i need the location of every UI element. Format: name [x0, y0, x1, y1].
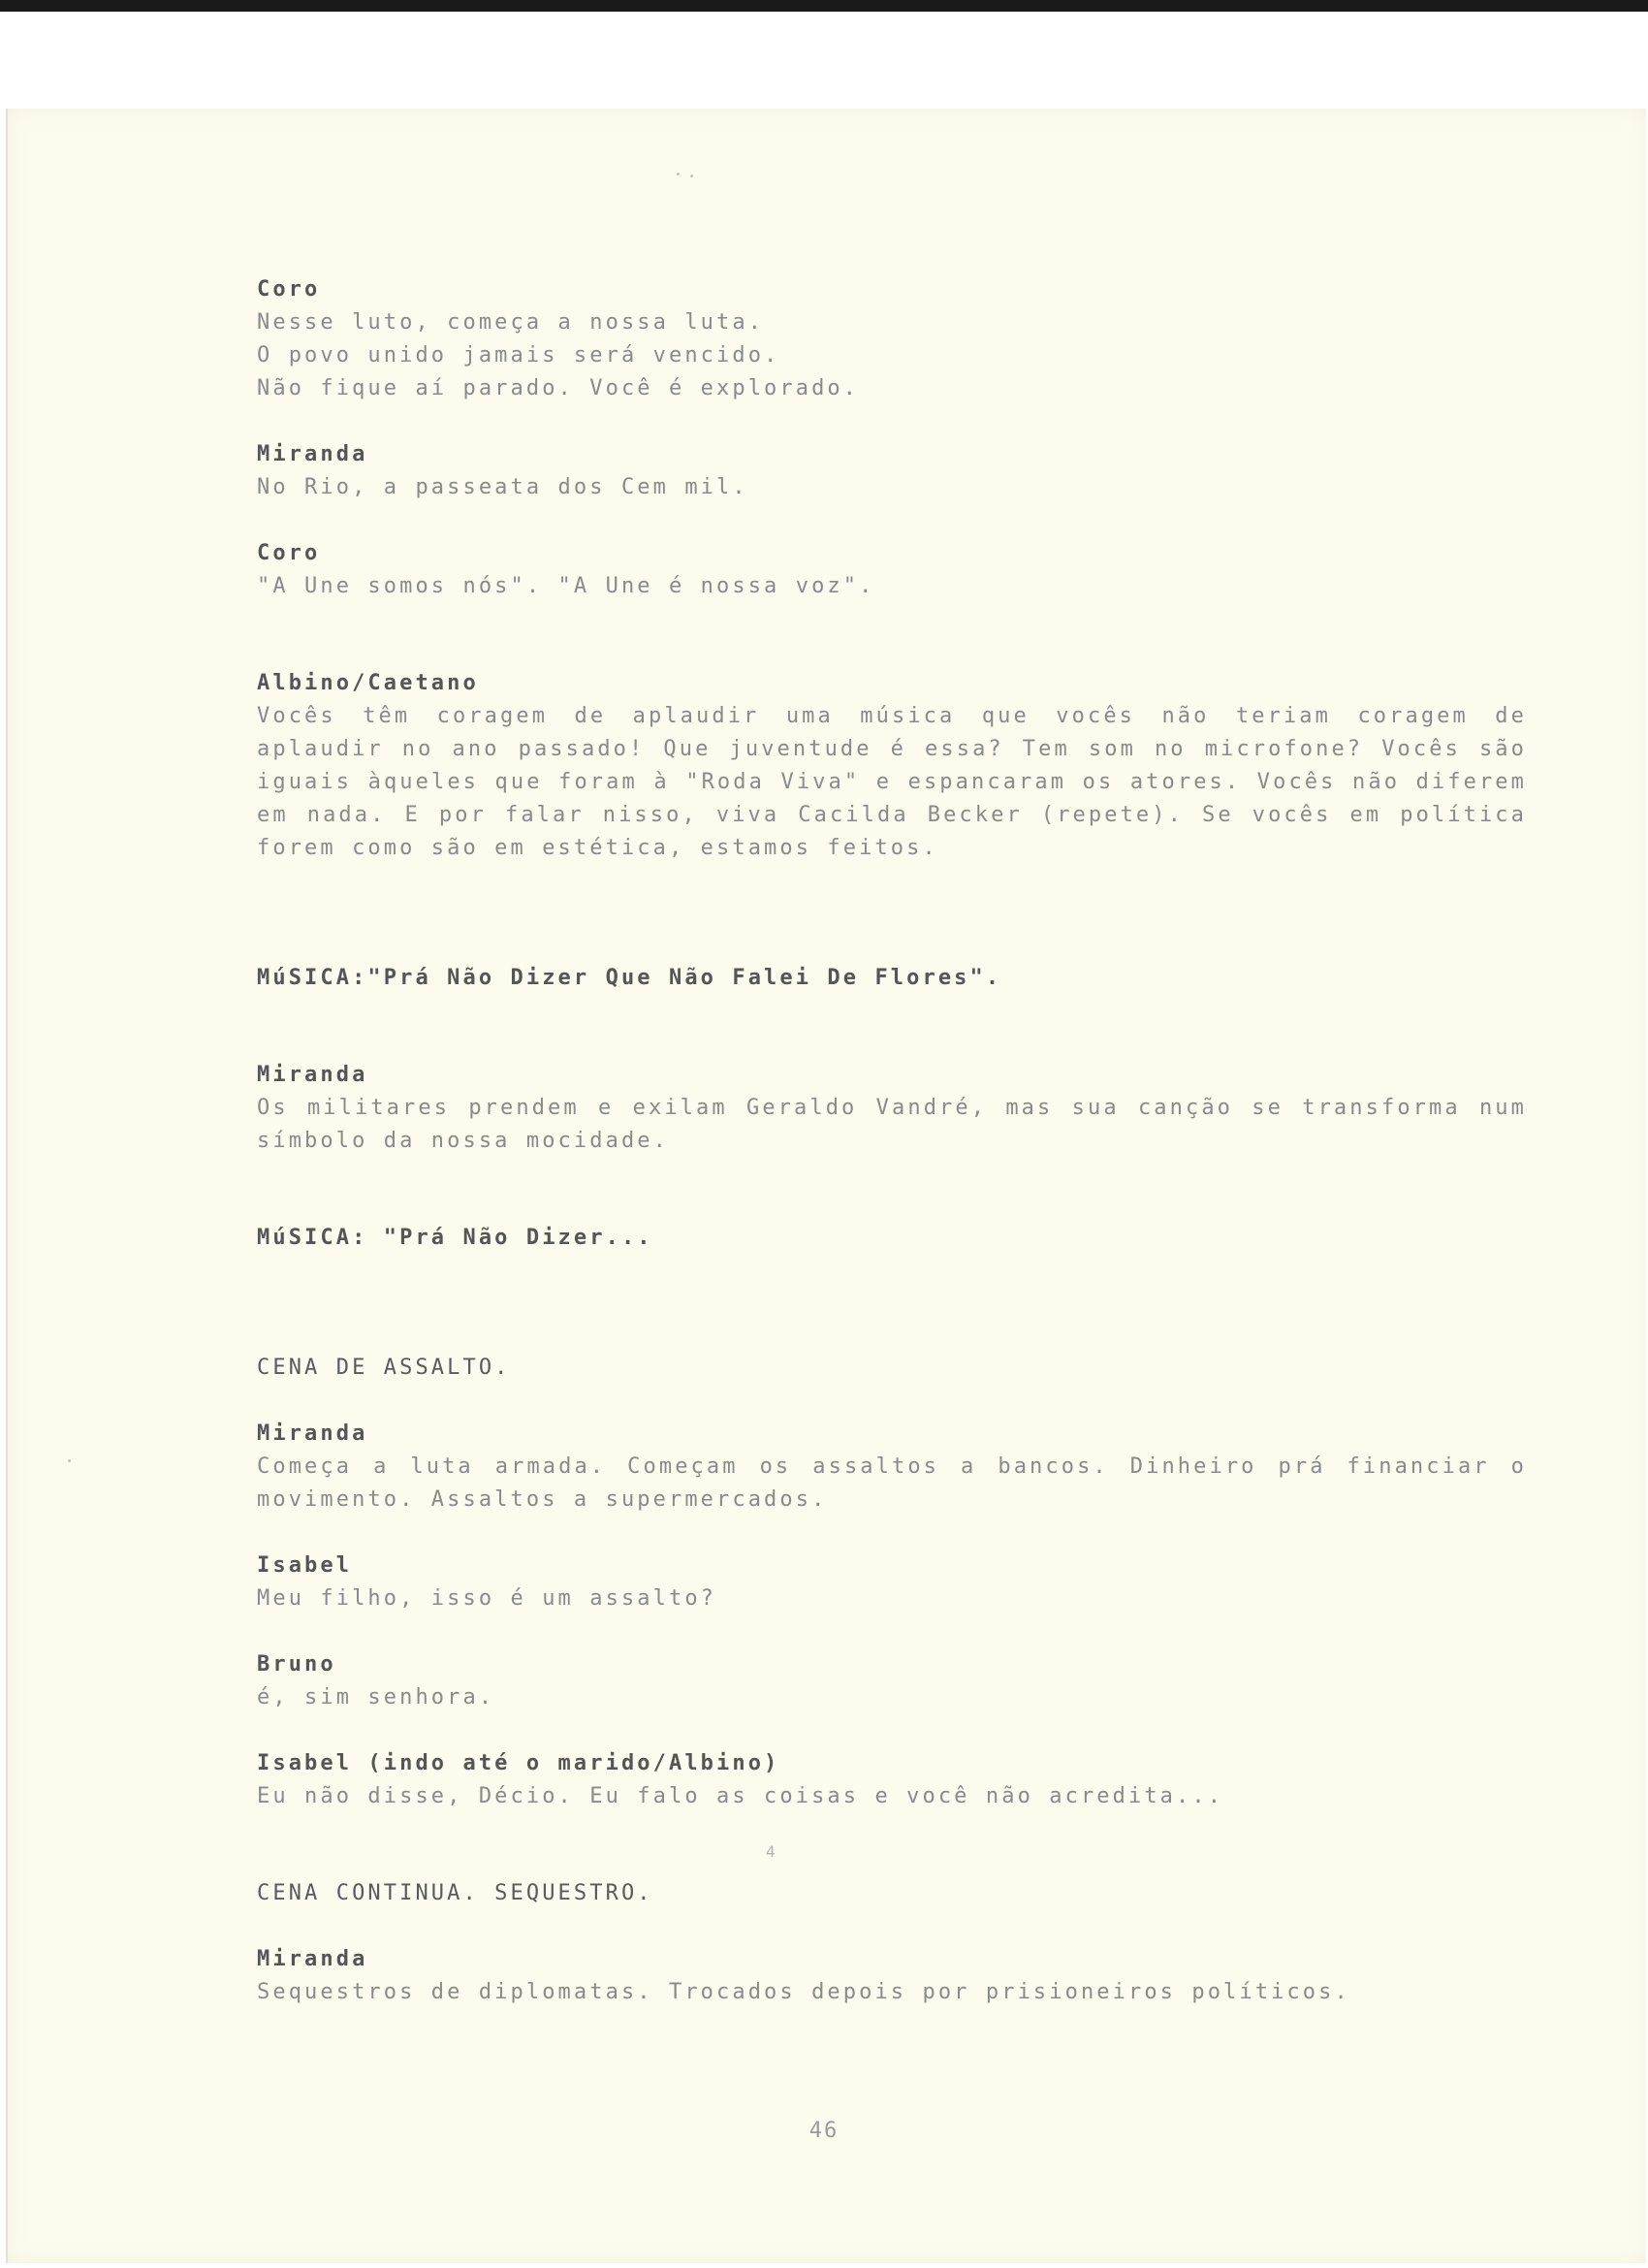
dialogue-block: [257, 1059, 1527, 1158]
speaker-name: Miranda: [257, 1063, 368, 1087]
dialogue-line: Eu não disse, Décio. Eu falo as coisas e você não acredita...: [257, 1784, 1224, 1808]
speck: [690, 175, 693, 177]
speaker-name: Coro: [257, 541, 321, 565]
dialogue-line: Meu filho, isso é um assalto?: [257, 1586, 717, 1611]
speaker-name: Isabel (indo até o marido/Albino): [257, 1751, 780, 1775]
dialogue-line: Nesse luto, começa a nossa luta.: [257, 310, 765, 335]
music-cue: [257, 962, 1527, 995]
scanner-top-edge: [0, 0, 1648, 12]
dialogue-block: [257, 1943, 1527, 2009]
scene-heading-text: CENA CONTINUA. SEQUESTRO.: [257, 1881, 653, 1905]
dialogue-paragraph: Começa a luta armada. Começam os assaltos a bancos. Dinheiro prá financiar o movimento. Assaltos a supermercados.: [257, 1454, 1527, 1512]
dialogue-line: "A Une somos nós". "A Une é nossa voz".: [257, 574, 875, 598]
speaker-name: Miranda: [257, 1421, 368, 1446]
speaker-name: Miranda: [257, 1947, 368, 1971]
dialogue-paragraph: Sequestros de diplomatas. Trocados depois por prisioneiros políticos.: [257, 1980, 1350, 2004]
dialogue-block: [257, 667, 1527, 865]
speck: [68, 1459, 71, 1462]
stray-mark: 4: [766, 1842, 776, 1861]
scene-heading: [257, 1877, 1527, 1910]
dialogue-block: [257, 537, 1527, 603]
dialogue-paragraph: Vocês têm coragem de aplaudir uma música que vocês não teriam coragem de aplaudir no ano passado! Que juventude é essa? Tem som no microfone? Vocês são iguais àqueles que foram à "Roda Viva" e espancaram os atores. Vocês não diferem em nada. E por falar nisso, viva Cacilda Becker (repete). Se vocês em política forem como são em estética, estamos feitos.: [257, 704, 1527, 860]
dialogue-block: [257, 1648, 1527, 1714]
dialogue-block: [257, 1418, 1527, 1517]
speaker-name: Miranda: [257, 442, 368, 466]
music-cue: [257, 1222, 1527, 1255]
speaker-name: Albino/Caetano: [257, 671, 479, 695]
speck: [677, 173, 680, 176]
scene-heading: [257, 1352, 1527, 1385]
dialogue-paragraph: Os militares prendem e exilam Geraldo Vandré, mas sua canção se transforma num símbolo da nossa mocidade.: [257, 1096, 1527, 1153]
dialogue-line: Não fique aí parado. Você é explorado.: [257, 376, 860, 400]
dialogue-block: [257, 1549, 1527, 1615]
speaker-name: Coro: [257, 277, 321, 302]
dialogue-line: é, sim senhora.: [257, 1685, 495, 1709]
speaker-name: Isabel: [257, 1553, 353, 1578]
speaker-name: Bruno: [257, 1652, 336, 1677]
dialogue-line: No Rio, a passeata dos Cem mil.: [257, 475, 748, 499]
scene-heading-text: CENA DE ASSALTO.: [257, 1356, 511, 1380]
music-cue-text: MúSICA: "Prá Não Dizer...: [257, 1226, 653, 1250]
page-number: 46: [808, 2119, 840, 2143]
music-cue-text: MúSICA:"Prá Não Dizer Que Não Falei De Flores".: [257, 966, 1002, 990]
dialogue-block: [257, 273, 1527, 405]
script-body: [257, 273, 1527, 2042]
dialogue-block: [257, 1747, 1527, 1813]
dialogue-line: O povo unido jamais será vencido.: [257, 343, 780, 367]
dialogue-block: [257, 438, 1527, 504]
